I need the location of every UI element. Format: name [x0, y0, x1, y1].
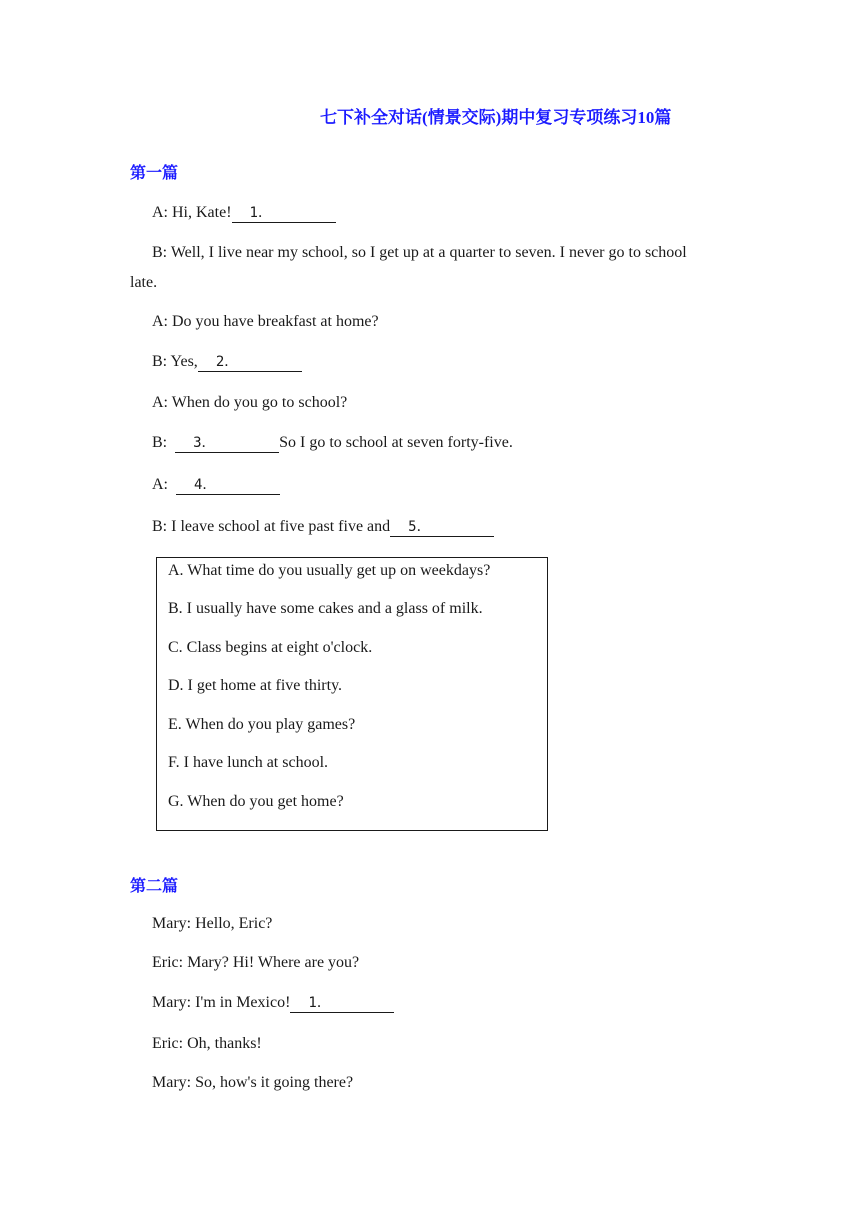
dialogue-text: B:	[152, 434, 168, 451]
option-a: A. What time do you usually get up on weekdays?	[168, 562, 491, 579]
dialogue-line: Eric: Mary? Hi! Where are you?	[152, 954, 360, 971]
answer-blank-2[interactable]: 2．	[198, 353, 302, 372]
dialogue-line: Mary: Hello, Eric?	[152, 915, 273, 932]
dialogue-line: A: Do you have breakfast at home?	[152, 313, 379, 330]
section-heading-1: 第一篇	[130, 165, 179, 182]
dialogue-text: B: I leave school at five past five and	[152, 518, 391, 535]
section-heading-2: 第二篇	[130, 878, 179, 895]
dialogue-text: A: Hi, Kate!	[152, 204, 232, 221]
answer-blank-4[interactable]: 4．	[176, 476, 280, 495]
dialogue-line	[152, 993, 394, 1013]
option-f: F. I have lunch at school.	[168, 754, 329, 771]
dialogue-line	[152, 203, 336, 223]
dialogue-line	[152, 475, 280, 495]
options-box	[156, 557, 548, 831]
dialogue-line	[152, 433, 513, 453]
dialogue-line: Eric: Oh, thanks!	[152, 1035, 262, 1052]
dialogue-text: A:	[152, 476, 168, 493]
option-c: C. Class begins at eight o'clock.	[168, 639, 373, 656]
option-e: E. When do you play games?	[168, 716, 356, 733]
dialogue-text: So I go to school at seven forty-five.	[279, 434, 513, 451]
option-g: G. When do you get home?	[168, 793, 344, 810]
answer-blank-3[interactable]: 3．	[175, 434, 279, 453]
dialogue-text: B: Yes,	[152, 353, 198, 370]
dialogue-line: A: When do you go to school?	[152, 394, 348, 411]
option-b: B. I usually have some cakes and a glass of milk.	[168, 600, 483, 617]
option-d: D. I get home at five thirty.	[168, 677, 343, 694]
answer-blank-1[interactable]: 1．	[232, 204, 336, 223]
dialogue-line	[152, 517, 494, 537]
answer-blank-5[interactable]: 5．	[390, 518, 494, 537]
dialogue-text: Mary: I'm in Mexico!	[152, 994, 291, 1011]
dialogue-line: B: Well, I live near my school, so I get up at a quarter to seven. I never go to school late.	[130, 244, 687, 291]
document-title: 七下补全对话(情景交际)期中复习专项练习10篇	[320, 108, 672, 127]
dialogue-line: Mary: So, how's it going there?	[152, 1074, 354, 1091]
answer-blank-1[interactable]: 1．	[290, 994, 394, 1013]
dialogue-line	[152, 352, 302, 372]
